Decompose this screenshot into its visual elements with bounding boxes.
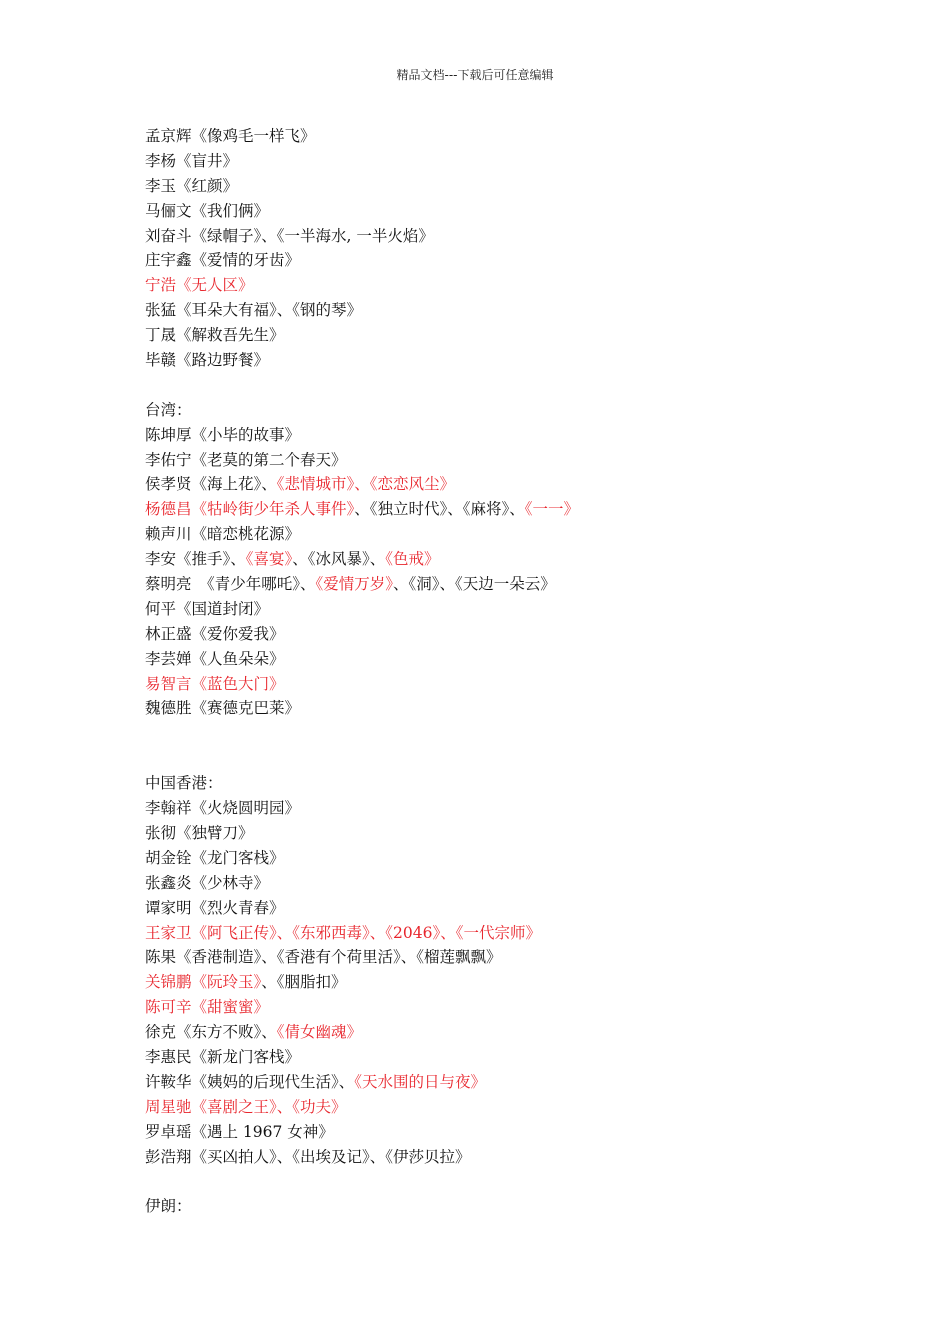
entry-text: 张彻《独臂刀》 <box>145 823 254 842</box>
film-list-item <box>145 696 845 721</box>
highlighted-text: 《天水围的日与夜》 <box>354 1072 487 1091</box>
entry-text: 许鞍华《姨妈的后现代生活》、 <box>145 1072 355 1091</box>
film-list-item <box>145 323 845 348</box>
entry-text: 李安《推手》、 <box>145 550 246 569</box>
entry-text: 李惠民《新龙门客栈》 <box>145 1047 301 1066</box>
entry-text: 李佑宁《老莫的第二个春天》 <box>145 450 347 469</box>
film-list-item <box>145 871 845 896</box>
entry-text: 罗卓瑶《遇上 1967 女神》 <box>145 1122 334 1141</box>
entry-text: 李芸婵《人鱼朵朵》 <box>145 649 285 668</box>
entry-text: 孟京辉《像鸡毛一样飞》 <box>145 127 316 145</box>
highlighted-text: 《喜宴》 <box>245 550 293 569</box>
film-list-item <box>145 248 845 273</box>
film-list-item <box>145 547 845 572</box>
highlighted-text: 《爱情万岁》 <box>315 575 394 594</box>
section-heading: 中国香港： <box>145 774 223 793</box>
entry-text: 赖声川《暗恋桃花源》 <box>145 525 301 544</box>
film-list-item <box>145 796 845 821</box>
film-list-item <box>145 846 845 871</box>
film-list-item <box>145 174 845 199</box>
film-list-item <box>145 572 845 597</box>
film-list-item <box>145 921 845 946</box>
film-list-item <box>145 124 845 149</box>
film-list-item <box>145 896 845 921</box>
film-list-item <box>145 348 845 373</box>
film-list-item <box>145 672 845 697</box>
film-list-item <box>145 497 845 522</box>
film-list-item <box>145 1145 845 1170</box>
film-list-item <box>145 622 845 647</box>
entry-text: 张猛《耳朵大有福》、《钢的琴》 <box>145 301 363 320</box>
film-list-item <box>145 472 845 497</box>
entry-text: 谭家明《烈火青春》 <box>145 898 285 917</box>
entry-text: 何平《国道封闭》 <box>145 599 270 618</box>
entry-text: 张鑫炎《少林寺》 <box>145 873 270 892</box>
film-list-item <box>145 597 845 622</box>
film-list-item <box>145 522 845 547</box>
entry-text: 马俪文《我们俩》 <box>145 201 270 220</box>
film-list-item <box>145 1070 845 1095</box>
film-list-item <box>145 995 845 1020</box>
entry-text: 庄宇鑫《爱情的牙齿》 <box>145 251 301 270</box>
entry-text: 蔡明亮 《青少年哪吒》、 <box>145 575 316 594</box>
film-list-item <box>145 821 845 846</box>
entry-text: 丁晟《解救吾先生》 <box>145 326 285 345</box>
highlighted-text: 杨德昌《牯岭街少年杀人事件》 <box>145 500 355 519</box>
film-list-item <box>145 970 845 995</box>
section-spacer <box>145 373 845 398</box>
highlighted-text: 关锦鹏《阮玲玉》 <box>145 973 262 992</box>
film-list-item <box>145 1095 845 1120</box>
highlighted-text: 宁浩《无人区》 <box>145 276 254 295</box>
film-list-item <box>145 945 845 970</box>
entry-text: 胡金铨《龙门客栈》 <box>145 848 285 867</box>
highlighted-text: 易智言《蓝色大门》 <box>145 674 285 693</box>
entry-text: 刘奋斗《绿帽子》、《一半海水, 一半火焰》 <box>145 226 434 245</box>
entry-text: 林正盛《爱你爱我》 <box>145 624 285 643</box>
entry-text: 毕赣《路边野餐》 <box>145 351 270 370</box>
film-list-item <box>145 273 845 298</box>
highlighted-text: 周星驰《喜剧之王》、《功夫》 <box>145 1097 347 1116</box>
entry-text: 李玉《红颜》 <box>145 176 239 195</box>
film-list-item <box>145 1120 845 1145</box>
film-list-item <box>145 1020 845 1045</box>
entry-text: 徐克《东方不败》、 <box>145 1023 277 1042</box>
section-spacer <box>145 1169 845 1194</box>
entry-text: 陈坤厚《小毕的故事》 <box>145 425 301 444</box>
entry-text: 、《冰风暴》、 <box>292 550 386 569</box>
entry-text: 侯孝贤《海上花》、 <box>145 475 277 494</box>
entry-text: 魏德胜《赛德克巴莱》 <box>145 699 301 718</box>
section-heading: 台湾： <box>145 400 192 419</box>
film-list-item <box>145 199 845 224</box>
entry-text: 陈果《香港制造》、《香港有个荷里活》、《榴莲飘飘》 <box>145 948 502 967</box>
film-list-item <box>145 1045 845 1070</box>
film-list-item <box>145 448 845 473</box>
highlighted-text: 《色戒》 <box>385 550 440 569</box>
film-list-item <box>145 298 845 323</box>
page-header: 精品文档---下载后可任意编辑 <box>396 68 554 82</box>
entry-text: 李翰祥《火烧圆明园》 <box>145 799 301 818</box>
highlighted-text: 《倩女幽魂》 <box>276 1023 363 1042</box>
entry-text: 、《独立时代》、《麻将》、 <box>354 500 525 519</box>
document-body <box>145 124 845 1219</box>
section-spacer <box>145 721 845 771</box>
section-heading: 伊朗： <box>145 1197 192 1216</box>
entry-text: 彭浩翔《买凶拍人》、《出埃及记》、《伊莎贝拉》 <box>145 1147 471 1166</box>
entry-text: 、《胭脂扣》 <box>261 973 347 992</box>
entry-text: 、《洞》、《天边一朵云》 <box>393 575 556 594</box>
highlighted-text: 陈可辛《甜蜜蜜》 <box>145 998 270 1017</box>
film-list-item <box>145 149 845 174</box>
highlighted-text: 王家卫《阿飞正传》、《东邪西毒》、《2046》、《一代宗师》 <box>145 923 541 942</box>
film-list-item <box>145 647 845 672</box>
highlighted-text: 《一一》 <box>524 500 580 519</box>
highlighted-text: 《悲情城市》、《恋恋风尘》 <box>276 475 456 494</box>
film-list-item <box>145 423 845 448</box>
entry-text: 李杨《盲井》 <box>145 151 239 170</box>
film-list-item <box>145 224 845 249</box>
